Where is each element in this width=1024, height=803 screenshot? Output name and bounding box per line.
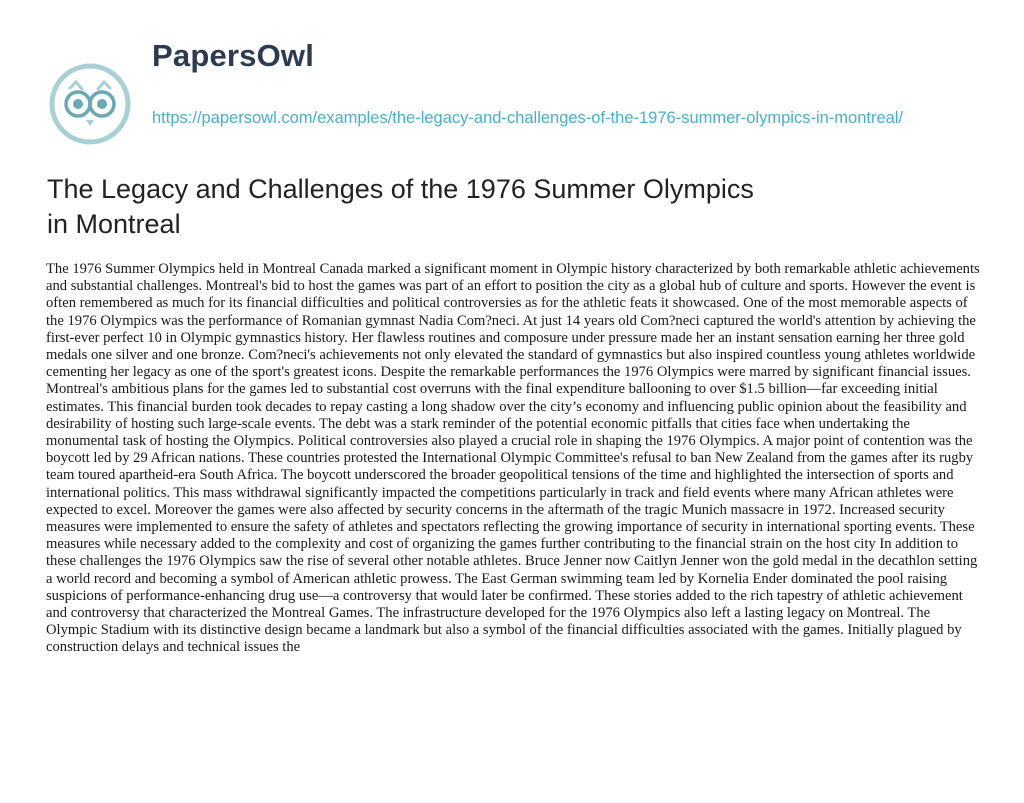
article-body: The 1976 Summer Olympics held in Montreal Canada marked a significant moment in Olympic history characterized by both remarkable athletic achievements and substantial challenges. Montreal's bid to host the games was part of an effort to position the city as a global hub of culture and sports. However the event is often remembered as much for its financial difficulties and political controversies as for the athletic feats it showcased. One of the most memorable aspects of the 1976 Olympics was the performance of Romanian gymnast Nadia Com?neci. At just 14 years old Com?neci captured the world's attention by achieving the first-ever perfect 10 in Olympic gymnastics history. Her flawless routines and composure under pressure made her an instant sensation earning her three gold medals one silver and one bronze. Com?neci's achievements not only elevated the standard of gymnastics but also inspired countless young athletes worldwide cementing her legacy as one of the sport's greatest icons. Despite the remarkable performances the 1976 Olympics were marred by significant financial issues. Montreal's ambitious plans for the games led to substantial cost overruns with the final expenditure ballooning to over $1.5 billion—far exceeding initial estimates. This financial burden took decades to repay casting a long shadow over the city’s economy and influencing public opinion about the feasibility and desirability of hosting such large-scale events. The debt was a stark reminder of the potential economic pitfalls that cities face when undertaking the monumental task of hosting the Olympics. Political controversies also played a crucial role in shaping the 1976 Olympics. A major point of contention was the boycott led by 29 African nations. These countries protested the International Olympic Committee's refusal to ban New Zealand from the games after its rugby team toured apartheid-era South Africa. The boycott underscored the broader geopolitical tensions of the time and highlighted the intersection of sports and international politics. This mass withdrawal significantly impacted the competitions particularly in track and field events where many African athletes were expected to excel. Moreover the games were also affected by security concerns in the aftermath of the tragic Munich massacre in 1972. Increased security measures were implemented to ensure the safety of athletes and spectators reflecting the growing importance of security in international sporting events. These measures while necessary added to the complexity and cost of organizing the games further contributing to the financial strain on the host city In addition to these challenges the 1976 Olympics saw the rise of several other notable athletes. Bruce Jenner now Caitlyn Jenner won the gold medal in the decathlon setting a world record and becoming a symbol of American athletic prowess. The East German swimming team led by Kornelia Ender dominated the pool raising suspicions of performance-enhancing drug use—a controversy that would later be confirmed. These stories added to the rich tapestry of athletic achievement and controversy that characterized the Montreal Games. The infrastructure developed for the 1976 Olympics also left a lasting legacy on Montreal. The Olympic Stadium with its distinctive design became a landmark but also a symbol of the financial difficulties associated with the games. Initially plagued by construction delays and technical issues the xyxy=(46,261,980,656)
source-url-link[interactable]: https://papersowl.com/examples/the-legacy-and-challenges-of-the-1976-summer-olympics-in-montreal/ xyxy=(152,109,904,127)
site-header xyxy=(48,38,988,158)
article-title: The Legacy and Challenges of the 1976 Summer Olympics in Montreal xyxy=(47,174,754,239)
brand-name[interactable]: PapersOwl xyxy=(152,38,315,73)
owl-logo-icon[interactable] xyxy=(48,62,132,146)
